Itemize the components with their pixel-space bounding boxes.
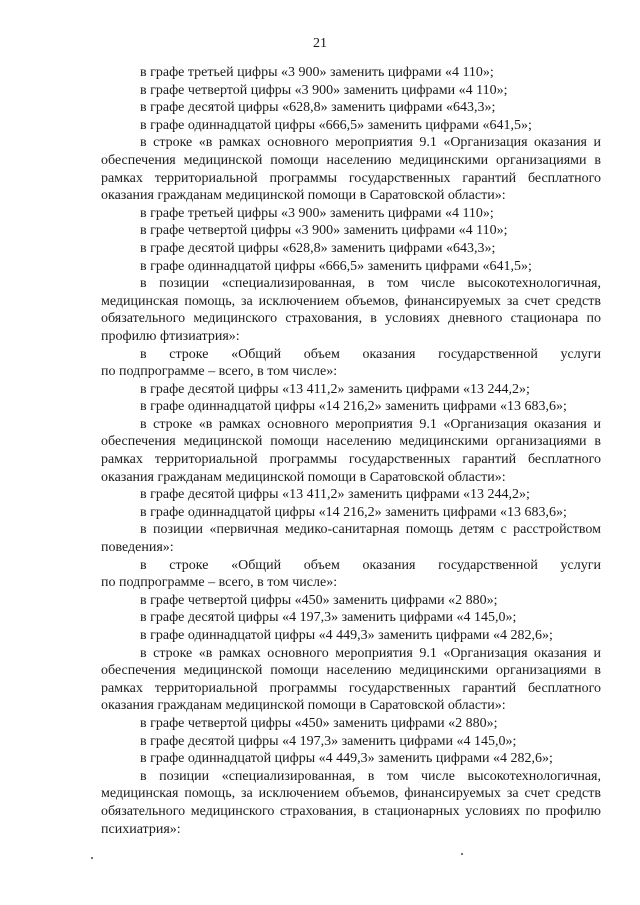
amendment-line: в графе одиннадцатой цифры «666,5» заменить цифрами «641,5»; bbox=[140, 258, 532, 274]
word: услуги bbox=[560, 557, 601, 573]
scan-speck bbox=[91, 857, 93, 859]
word: «Общий bbox=[231, 346, 282, 362]
amendment-line: в графе десятой цифры «13 411,2» заменить цифрами «13 244,2»; bbox=[140, 381, 530, 397]
amendment-line: в графе четвертой цифры «3 900» заменить цифрами «4 110»; bbox=[140, 82, 508, 98]
word: услуги bbox=[560, 346, 601, 362]
amendment-line: в графе третьей цифры «3 900» заменить цифрами «4 110»; bbox=[140, 65, 494, 80]
word: оказания bbox=[362, 557, 416, 573]
word: государственной bbox=[438, 346, 538, 362]
word: государственной bbox=[438, 557, 538, 573]
amendment-line: в графе четвертой цифры «450» заменить цифрами «2 880»; bbox=[140, 592, 498, 608]
scan-speck bbox=[461, 853, 463, 855]
word: в bbox=[140, 346, 147, 362]
amendment-line: в графе десятой цифры «628,8» заменить цифрами «643,3»; bbox=[140, 100, 496, 116]
spread-line bbox=[101, 346, 601, 364]
word: строке bbox=[169, 557, 209, 573]
paragraph: в позиции «специализированная, в том числе высокотехнологичная, медицинская помощь, за исключением объемов, финансируемых за счет средств обязательного медицинского страхования, в стационарных условиях по профилю психиатрия»: bbox=[101, 768, 601, 837]
document-body bbox=[101, 64, 601, 838]
amendment-line: в графе одиннадцатой цифры «14 216,2» заменить цифрами «13 683,6»; bbox=[140, 399, 567, 415]
amendment-line: в графе одиннадцатой цифры «666,5» заменить цифрами «641,5»; bbox=[140, 117, 532, 133]
word: объем bbox=[303, 346, 340, 362]
amendment-line: в графе десятой цифры «13 411,2» заменить цифрами «13 244,2»; bbox=[140, 487, 530, 503]
paragraph: в строке «в рамках основного мероприятия 9.1 «Организация оказания и обеспечения медицинской помощи населению медицинскими организациями в рамках территориальной программы государственных гарантий бесплатного оказания гражданам медицинской помощи в Саратовской области»: bbox=[101, 416, 601, 485]
amendment-line: в графе четвертой цифры «450» заменить цифрами «2 880»; bbox=[140, 715, 498, 731]
paragraph: в позиции «первичная медико-санитарная помощь детям с расстройством поведения»: bbox=[101, 522, 601, 556]
amendment-line: в графе десятой цифры «4 197,3» заменить цифрами «4 145,0»; bbox=[140, 610, 517, 626]
paragraph: в строке «в рамках основного мероприятия 9.1 «Организация оказания и обеспечения медицинской помощи населению медицинскими организациями в рамках территориальной программы государственных гарантий бесплатного оказания гражданам медицинской помощи в Саратовской области»: bbox=[101, 135, 601, 204]
word: строке bbox=[169, 346, 209, 362]
paragraph: в позиции «специализированная, в том числе высокотехнологичная, медицинская помощь, за исключением объемов, финансируемых за счет средств обязательного медицинского страхования, в условиях дневного стационара по профилю фтизиатрия»: bbox=[101, 276, 601, 344]
word: объем bbox=[303, 557, 340, 573]
spread-line bbox=[101, 557, 601, 575]
amendment-line: в графе четвертой цифры «3 900» заменить цифрами «4 110»; bbox=[140, 223, 508, 239]
word: в bbox=[140, 557, 147, 573]
amendment-line: в графе десятой цифры «628,8» заменить цифрами «643,3»; bbox=[140, 240, 496, 256]
amendment-line: в графе одиннадцатой цифры «4 449,3» заменить цифрами «4 282,6»; bbox=[140, 628, 553, 643]
paragraph: в строке «в рамках основного мероприятия 9.1 «Организация оказания и обеспечения медицинской помощи населению медицинскими организациями в рамках территориальной программы государственных гарантий бесплатного оказания гражданам медицинской помощи в Саратовской области»: bbox=[101, 645, 601, 714]
amendment-line: в графе одиннадцатой цифры «14 216,2» заменить цифрами «13 683,6»; bbox=[140, 504, 567, 520]
amendment-line: в графе десятой цифры «4 197,3» заменить цифрами «4 145,0»; bbox=[140, 733, 517, 749]
text-line: по подпрограмме – всего, в том числе»: bbox=[101, 364, 338, 380]
text-line: по подпрограмме – всего, в том числе»: bbox=[101, 575, 338, 591]
amendment-line: в графе одиннадцатой цифры «4 449,3» заменить цифрами «4 282,6»; bbox=[140, 751, 553, 767]
amendment-line: в графе третьей цифры «3 900» заменить цифрами «4 110»; bbox=[140, 205, 494, 221]
page-number: 21 bbox=[313, 36, 327, 51]
word: оказания bbox=[362, 346, 416, 362]
word: «Общий bbox=[231, 557, 282, 573]
